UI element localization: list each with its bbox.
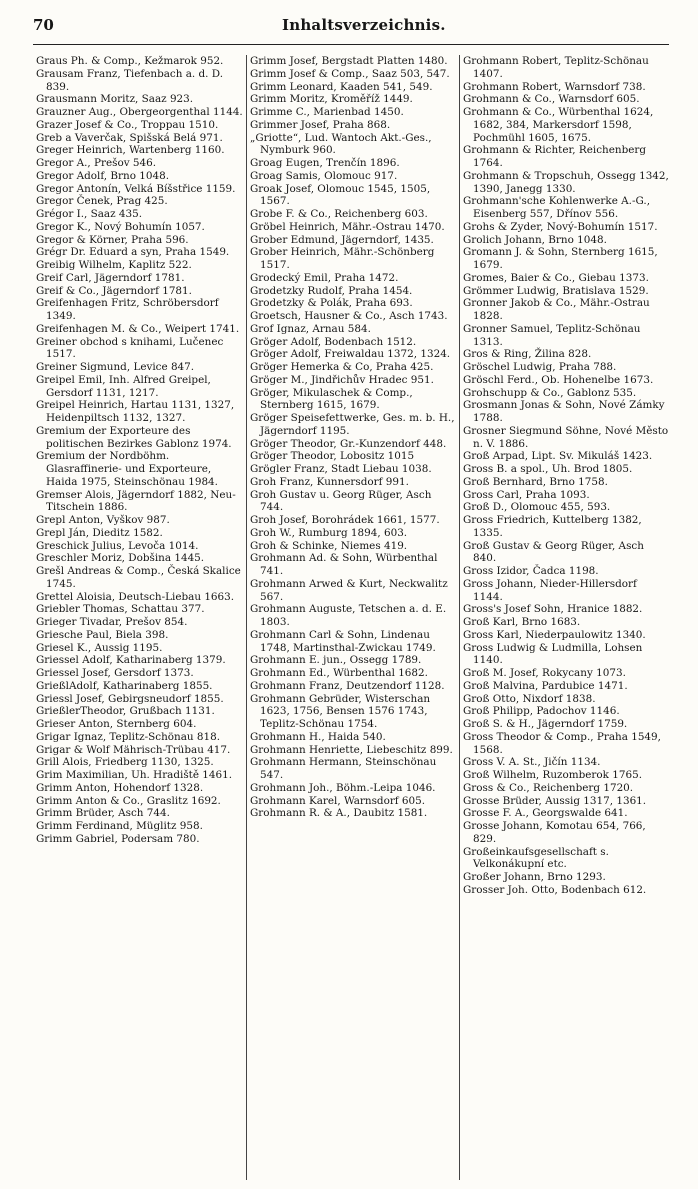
index-entry: Grohmann Franz, Deutzendorf 1128. xyxy=(250,679,445,692)
index-entry: Grodetzky & Polák, Praha 693. xyxy=(250,297,413,310)
index-entry: Gromes, Baier & Co., Giebau 1373. xyxy=(463,271,649,284)
index-entry: Greibig Wilhelm, Kaplitz 522. xyxy=(36,259,192,271)
index-entry: Groag Samis, Olomouc 917. xyxy=(250,169,398,182)
index-entry: Grohmann R. & A., Daubitz 1581. xyxy=(250,807,428,820)
index-entry: Greif & Co., Jägerndorf 1781. xyxy=(36,284,192,297)
index-entry: Grosser Joh. Otto, Bodenbach 612. xyxy=(463,883,647,896)
index-entry: Grausmann Moritz, Saaz 923. xyxy=(36,93,194,106)
index-column-middle xyxy=(246,55,459,1180)
index-entry: Grigar Ignaz, Teplitz-Schönau 818. xyxy=(36,730,221,743)
index-entry: Grettel Aloisia, Deutsch-Liebau 1663. xyxy=(36,590,235,603)
index-entry: Grepl Ján, Dieditz 1582. xyxy=(36,526,163,539)
index-entry: Gröger Theodor, Gr.-Kunzendorf 448. xyxy=(250,437,447,450)
index-entry: Gröschel Ludwig, Praha 788. xyxy=(463,361,617,373)
index-entry: Graus Ph. & Comp., Kežmarok 952. xyxy=(36,55,224,67)
index-entry: Grohmann Auguste, Tetschen a. d. E. 1803. xyxy=(250,603,447,628)
index-entry: Gros & Ring, Žilina 828. xyxy=(463,348,592,361)
index-entry: Griesche Paul, Biela 398. xyxy=(36,628,169,641)
index-entry: Grimmer Josef, Praha 868. xyxy=(250,118,391,131)
index-entry: Grohmann Hermann, Steinschönau 547. xyxy=(250,756,437,781)
index-entry: Gross Johann, Nieder-Hillersdorf 1144. xyxy=(463,577,637,603)
index-entry: Grohmann & Co., Würbenthal 1624, 1682, 384, Markersdorf 1598, Pochmühl 1605, 1675. xyxy=(463,106,654,144)
index-entry: Groh Franz, Kunnersdorf 991. xyxy=(250,475,409,488)
index-columns xyxy=(33,55,673,1180)
index-entry: Grausam Franz, Tiefenbach a. d. D. 839. xyxy=(36,67,224,93)
index-entry: Grohmann Karel, Warnsdorf 605. xyxy=(250,794,426,807)
index-entry: Grohmann & Tropschuh, Ossegg 1342, 1390, Janegg 1330. xyxy=(463,169,669,195)
index-entry: Greiner Sigmund, Levice 847. xyxy=(36,361,195,373)
index-entry: „Griotte“, Lud. Wantoch Akt.-Ges., Nymburk 960. xyxy=(250,131,432,157)
index-entry: Grögler Franz, Stadt Liebau 1038. xyxy=(250,463,432,475)
index-entry: Gross Theodor & Comp., Praha 1549, 1568. xyxy=(463,730,661,756)
index-entry: Grosse F. A., Georgswalde 641. xyxy=(463,807,628,820)
index-entry: Gröger Theodor, Lobositz 1015 xyxy=(250,450,415,463)
header-rule xyxy=(33,44,669,45)
index-entry: Groß Malvina, Pardubice 1471. xyxy=(463,679,628,692)
index-entry: Gross Friedrich, Kuttelberg 1382, 1335. xyxy=(463,514,642,539)
index-entry: Griessel Adolf, Katharinaberg 1379. xyxy=(36,654,226,667)
index-entry: Grohmann Arwed & Kurt, Neckwalitz 567. xyxy=(250,577,448,603)
index-entry: Grobe F. & Co., Reichenberg 603. xyxy=(250,208,428,220)
index-entry: Grimm Josef, Bergstadt Platten 1480. xyxy=(250,55,448,67)
index-entry: Grieger Tivadar, Prešov 854. xyxy=(36,616,188,628)
index-entry: Gromann J. & Sohn, Sternberg 1615, 1679. xyxy=(463,246,658,271)
index-entry: Gröbel Heinrich, Mähr.-Ostrau 1470. xyxy=(250,220,445,233)
index-entry: Grosner Siegmund Söhne, Nové Město n. V. 1886. xyxy=(463,424,669,450)
index-entry: Grimm Brüder, Asch 744. xyxy=(36,807,170,820)
index-entry: Groß Philipp, Padochov 1146. xyxy=(463,705,620,718)
index-entry: GrießlAdolf, Katharinaberg 1855. xyxy=(36,679,213,692)
index-entry: Groß D., Olomouc 455, 593. xyxy=(463,501,611,514)
index-entry: Gregor A., Prešov 546. xyxy=(36,157,157,169)
index-entry: Gröschl Ferd., Ob. Hohenelbe 1673. xyxy=(463,373,654,386)
index-entry: Gröger Adolf, Freiwaldau 1372, 1324. xyxy=(250,348,451,361)
index-entry: Groak Josef, Olomouc 1545, 1505, 1567. xyxy=(250,182,431,208)
index-entry: Grober Heinrich, Mähr.-Schönberg 1517. xyxy=(250,246,435,271)
index-entry: Griesel K., Aussig 1195. xyxy=(36,641,163,654)
index-entry: Grim Maximilian, Uh. Hradiště 1461. xyxy=(36,769,233,781)
index-entry: Gremser Alois, Jägerndorf 1882, Neu-Titschein 1886. xyxy=(36,488,236,514)
index-entry: Grohmann E. jun., Ossegg 1789. xyxy=(250,654,422,667)
index-entry: Griessel Josef, Gersdorf 1373. xyxy=(36,667,194,679)
index-entry: Gross B. a spol., Uh. Brod 1805. xyxy=(463,463,633,475)
index-entry: Grolich Johann, Brno 1048. xyxy=(463,233,607,246)
index-entry: Greif Carl, Jägerndorf 1781. xyxy=(36,271,185,284)
page-header xyxy=(0,0,698,52)
index-entry: Grimm Anton & Co., Graslitz 1692. xyxy=(36,794,221,807)
index-entry: Gröger Adolf, Bodenbach 1512. xyxy=(250,335,417,348)
index-entry: Groß Gustav & Georg Rüger, Asch 840. xyxy=(463,539,644,565)
index-entry: Gremium der Exporteure des politischen Bezirkes Gablonz 1974. xyxy=(36,424,232,450)
index-entry: Großer Johann, Brno 1293. xyxy=(463,871,606,883)
index-entry: Gregor Antonín, Velká Bíšstřice 1159. xyxy=(36,182,236,195)
index-entry: Grimm Gabriel, Podersam 780. xyxy=(36,832,200,845)
index-entry: Gröger, Mikulaschek & Comp., Sternberg 1615, 1679. xyxy=(250,386,413,412)
index-entry: Groß Arpad, Lipt. Sv. Mikuláš 1423. xyxy=(463,450,653,463)
index-entry: Gross Ludwig & Ludmilla, Lohsen 1140. xyxy=(463,641,643,667)
index-entry: Gross Carl, Praha 1093. xyxy=(463,488,590,501)
page-number: 70 xyxy=(33,16,54,34)
index-entry: Greiner obchod s knihami, Lučenec 1517. xyxy=(36,335,224,361)
index-entry: Grohmann Ed., Würbenthal 1682. xyxy=(250,667,428,679)
index-entry: Grohmann Ad. & Sohn, Würbenthal 741. xyxy=(250,552,438,577)
index-entry: Greifenhagen Fritz, Schröbersdorf 1349. xyxy=(36,297,219,322)
index-entry: Greipel Emil, Inh. Alfred Greipel, Gersdorf 1131, 1217. xyxy=(36,373,211,399)
index-entry: Groß Karl, Brno 1683. xyxy=(463,616,581,628)
index-entry: Grohmann Joh., Böhm.-Leipa 1046. xyxy=(250,781,436,794)
index-entry: Grigar & Wolf Mährisch-Trübau 417. xyxy=(36,743,231,756)
index-entry: Gross Izidor, Čadca 1198. xyxy=(463,565,599,577)
index-entry: Grohmann Henriette, Liebeschitz 899. xyxy=(250,743,453,756)
index-entry: Grohmann Gebrüder, Wisterschan 1623, 1756, Bensen 1576 1743, Teplitz-Schönau 1754. xyxy=(250,692,431,730)
index-entry: Grohmann & Co., Warnsdorf 605. xyxy=(463,93,640,106)
index-entry: Grimm Ferdinand, Müglitz 958. xyxy=(36,820,203,832)
index-entry: Grešl Andreas & Comp., Česká Skalice 1745. xyxy=(36,565,241,590)
index-entry: Grazer Josef & Co., Troppau 1510. xyxy=(36,118,219,131)
index-entry: Greb a Vaverčak, Spišská Belá 971. xyxy=(36,131,223,144)
index-entry: Grober Edmund, Jägerndorf, 1435. xyxy=(250,233,434,246)
index-entry: Groh & Schinke, Niemes 419. xyxy=(250,539,408,552)
index-entry: Grodecký Emil, Praha 1472. xyxy=(250,271,399,284)
index-entry: Grohs & Zyder, Nový-Bohumín 1517. xyxy=(463,220,658,233)
index-entry: Gross V. A. St., Jičín 1134. xyxy=(463,756,601,769)
index-entry: Greschick Julius, Levoča 1014. xyxy=(36,539,199,552)
index-entry: Groß Wilhelm, Ruzomberok 1765. xyxy=(463,769,642,781)
index-column-right xyxy=(459,55,672,1180)
index-entry: Grégr Dr. Eduard a syn, Praha 1549. xyxy=(36,246,230,259)
index-entry: Grégor I., Saaz 435. xyxy=(36,208,143,220)
index-column-left xyxy=(33,55,246,1180)
index-entry: Groß Bernhard, Brno 1758. xyxy=(463,475,608,488)
index-entry: Grepl Anton, Vyškov 987. xyxy=(36,514,170,526)
index-entry: Gross & Co., Reichenberg 1720. xyxy=(463,781,634,794)
index-entry: Gregor & Körner, Praha 596. xyxy=(36,233,189,246)
index-entry: Gross's Josef Sohn, Hranice 1882. xyxy=(463,603,643,616)
index-entry: Gremium der Nordböhm. Glasraffinerie- und Exporteure, Haida 1975, Steinschönau 1984. xyxy=(36,450,218,488)
index-entry: Grosmann Jonas & Sohn, Nové Zámky 1788. xyxy=(463,399,665,424)
index-entry: Grohmann Carl & Sohn, Lindenau 1748, Martinsthal-Zwickau 1749. xyxy=(250,628,436,654)
index-entry: Gronner Jakob & Co., Mähr.-Ostrau 1828. xyxy=(463,297,650,322)
index-entry: Gregor K., Nový Bohumín 1057. xyxy=(36,220,205,233)
index-entry: Grimm Leonard, Kaaden 541, 549. xyxy=(250,80,433,93)
index-entry: Groß S. & H., Jägerndorf 1759. xyxy=(463,718,628,730)
index-entry: Groh Gustav u. Georg Rüger, Asch 744. xyxy=(250,488,432,514)
index-entry: Grohmann Robert, Teplitz-Schönau 1407. xyxy=(463,55,649,80)
index-entry: Griessl Josef, Gebirgsneudorf 1855. xyxy=(36,692,224,705)
index-entry: Grohmann Robert, Warnsdorf 738. xyxy=(463,80,646,93)
index-entry: Grohmann H., Haida 540. xyxy=(250,730,386,743)
index-entry: Greipel Heinrich, Hartau 1131, 1327, Heidenpiltsch 1132, 1327. xyxy=(36,399,235,424)
index-entry: Grof Ignaz, Arnau 584. xyxy=(250,322,371,335)
index-entry: Grimm Moritz, Kroměříž 1449. xyxy=(250,93,413,106)
index-entry: GrießlerTheodor, Grußbach 1131. xyxy=(36,705,215,718)
index-entry: Grosse Johann, Komotau 654, 766, 829. xyxy=(463,820,646,845)
index-entry: Großeinkaufsgesellschaft s. Velkonákupní etc. xyxy=(463,845,609,871)
index-entry: Gregor Čenek, Prag 425. xyxy=(36,195,168,208)
index-entry: Gregor Adolf, Brno 1048. xyxy=(36,169,170,182)
index-entry: Grimme C., Marienbad 1450. xyxy=(250,106,404,118)
index-entry: Groh Josef, Borohrádek 1661, 1577. xyxy=(250,514,440,526)
index-entry: Groag Eugen, Trenčín 1896. xyxy=(250,157,400,169)
index-entry: Gronner Samuel, Teplitz-Schönau 1313. xyxy=(463,322,641,348)
index-entry: Grohmann & Richter, Reichenberg 1764. xyxy=(463,144,646,169)
index-entry: Grosse Brüder, Aussig 1317, 1361. xyxy=(463,794,647,807)
index-entry: Grömmer Ludwig, Bratislava 1529. xyxy=(463,284,649,297)
index-entry: Groetsch, Hausner & Co., Asch 1743. xyxy=(250,310,448,322)
index-entry: Groß Otto, Nixdorf 1838. xyxy=(463,692,596,705)
index-entry: Grill Alois, Friedberg 1130, 1325. xyxy=(36,756,214,769)
index-entry: Grimm Josef & Comp., Saaz 503, 547. xyxy=(250,67,450,80)
index-entry: Greifenhagen M. & Co., Weipert 1741. xyxy=(36,322,240,335)
index-entry: Griebler Thomas, Schattau 377. xyxy=(36,603,205,616)
index-entry: Greschler Moriz, Dobšina 1445. xyxy=(36,552,205,565)
index-entry: Gross Karl, Niederpaulowitz 1340. xyxy=(463,628,646,641)
index-entry: Grieser Anton, Sternberg 604. xyxy=(36,718,197,730)
index-entry: Grohmann'sche Kohlenwerke A.-G., Eisenberg 557, Dřínov 556. xyxy=(463,195,651,220)
page-title: Inhaltsverzeichnis. xyxy=(282,16,446,34)
index-entry: Gröger M., Jindřichův Hradec 951. xyxy=(250,373,434,386)
index-entry: Grimm Anton, Hohendorf 1328. xyxy=(36,781,204,794)
index-entry: Gröger Hemerka & Co, Praha 425. xyxy=(250,361,434,373)
index-entry: Gröger Speisefettwerke, Ges. m. b. H., Jägerndorf 1195. xyxy=(250,412,455,437)
index-entry: Grohschupp & Co., Gablonz 535. xyxy=(463,386,637,399)
index-entry: Groh W., Rumburg 1894, 603. xyxy=(250,526,408,539)
index-entry: Greger Heinrich, Wartenberg 1160. xyxy=(36,144,225,157)
index-entry: Grauzner Aug., Obergeorgenthal 1144. xyxy=(36,106,243,118)
index-entry: Groß M. Josef, Rokycany 1073. xyxy=(463,667,626,679)
index-entry: Grodetzky Rudolf, Praha 1454. xyxy=(250,284,413,297)
